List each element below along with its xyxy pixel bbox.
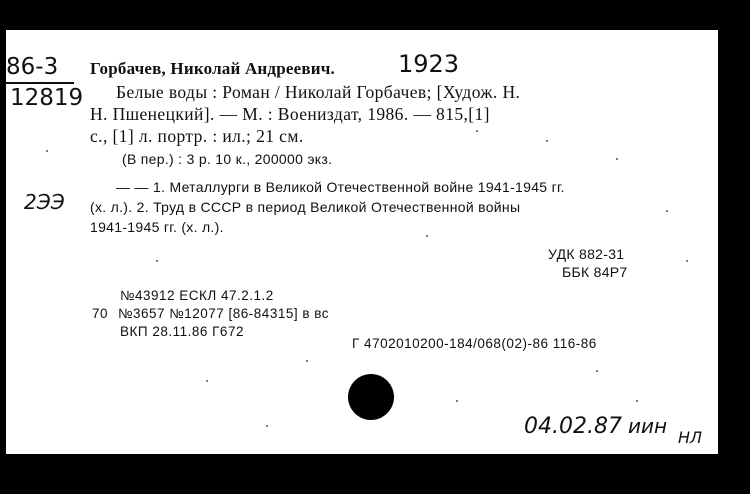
scan-speck: [156, 260, 158, 262]
shelf-mark-divider: [6, 82, 74, 84]
handwritten-scribble: иин: [628, 414, 668, 438]
tech-line-1: №43912 ЕСКЛ 47.2.1.2: [120, 288, 274, 303]
tech-line-2-prefix: 70: [92, 306, 109, 321]
scan-speck: [456, 400, 458, 402]
title-line-1: Белые воды : Роман / Николай Горбачев; [Худож. Н.: [116, 82, 521, 102]
bbk-code: ББК 84Р7: [562, 264, 628, 280]
shelf-mark-top: 86-3: [6, 54, 59, 80]
scan-speck: [616, 158, 618, 160]
index-code: Г 4702010200-184/068(02)-86 116-86: [352, 336, 597, 351]
scan-speck: [306, 360, 308, 362]
tech-line-2: №3657 №12077 [86-84315] в вс: [118, 306, 330, 321]
udk-code: УДК 882-31: [548, 246, 625, 262]
subject-line-3: 1941-1945 гг. (х. л.).: [90, 219, 224, 235]
shelf-mark-bottom: 12819: [10, 85, 84, 111]
scan-speck: [476, 130, 478, 132]
catalog-card: [6, 30, 718, 454]
handwritten-year: 1923: [398, 50, 460, 78]
subject-line-2: (х. л.). 2. Труд в СССР в период Великой Отечественной войны: [90, 199, 521, 215]
scan-speck: [426, 235, 428, 237]
margin-note: 2ЭЭ: [24, 190, 65, 214]
price-line: (В пер.) : 3 р. 10 к., 200000 экз.: [122, 151, 333, 167]
handwritten-initials: НЛ: [678, 428, 703, 447]
title-line-2: Н. Пшенецкий]. — М. : Воениздат, 1986. — 815,[1]: [90, 104, 490, 124]
scan-speck: [206, 380, 208, 382]
title-line-3: с., [1] л. портр. : ил.; 21 см.: [90, 126, 304, 146]
scan-speck: [686, 260, 688, 262]
punch-hole: [348, 374, 394, 420]
handwritten-date: 04.02.87: [524, 414, 622, 439]
scan-speck: [546, 140, 548, 142]
scan-speck: [46, 150, 48, 152]
scan-speck: [666, 210, 668, 212]
subject-line-1: — — 1. Металлурги в Великой Отечественной войне 1941-1945 гг.: [116, 179, 565, 195]
scan-speck: [636, 400, 638, 402]
author-heading: Горбачев, Николай Андреевич.: [90, 59, 335, 78]
scan-speck: [596, 370, 598, 372]
tech-line-3: ВКП 28.11.86 Г672: [120, 324, 244, 339]
scan-speck: [266, 425, 268, 427]
